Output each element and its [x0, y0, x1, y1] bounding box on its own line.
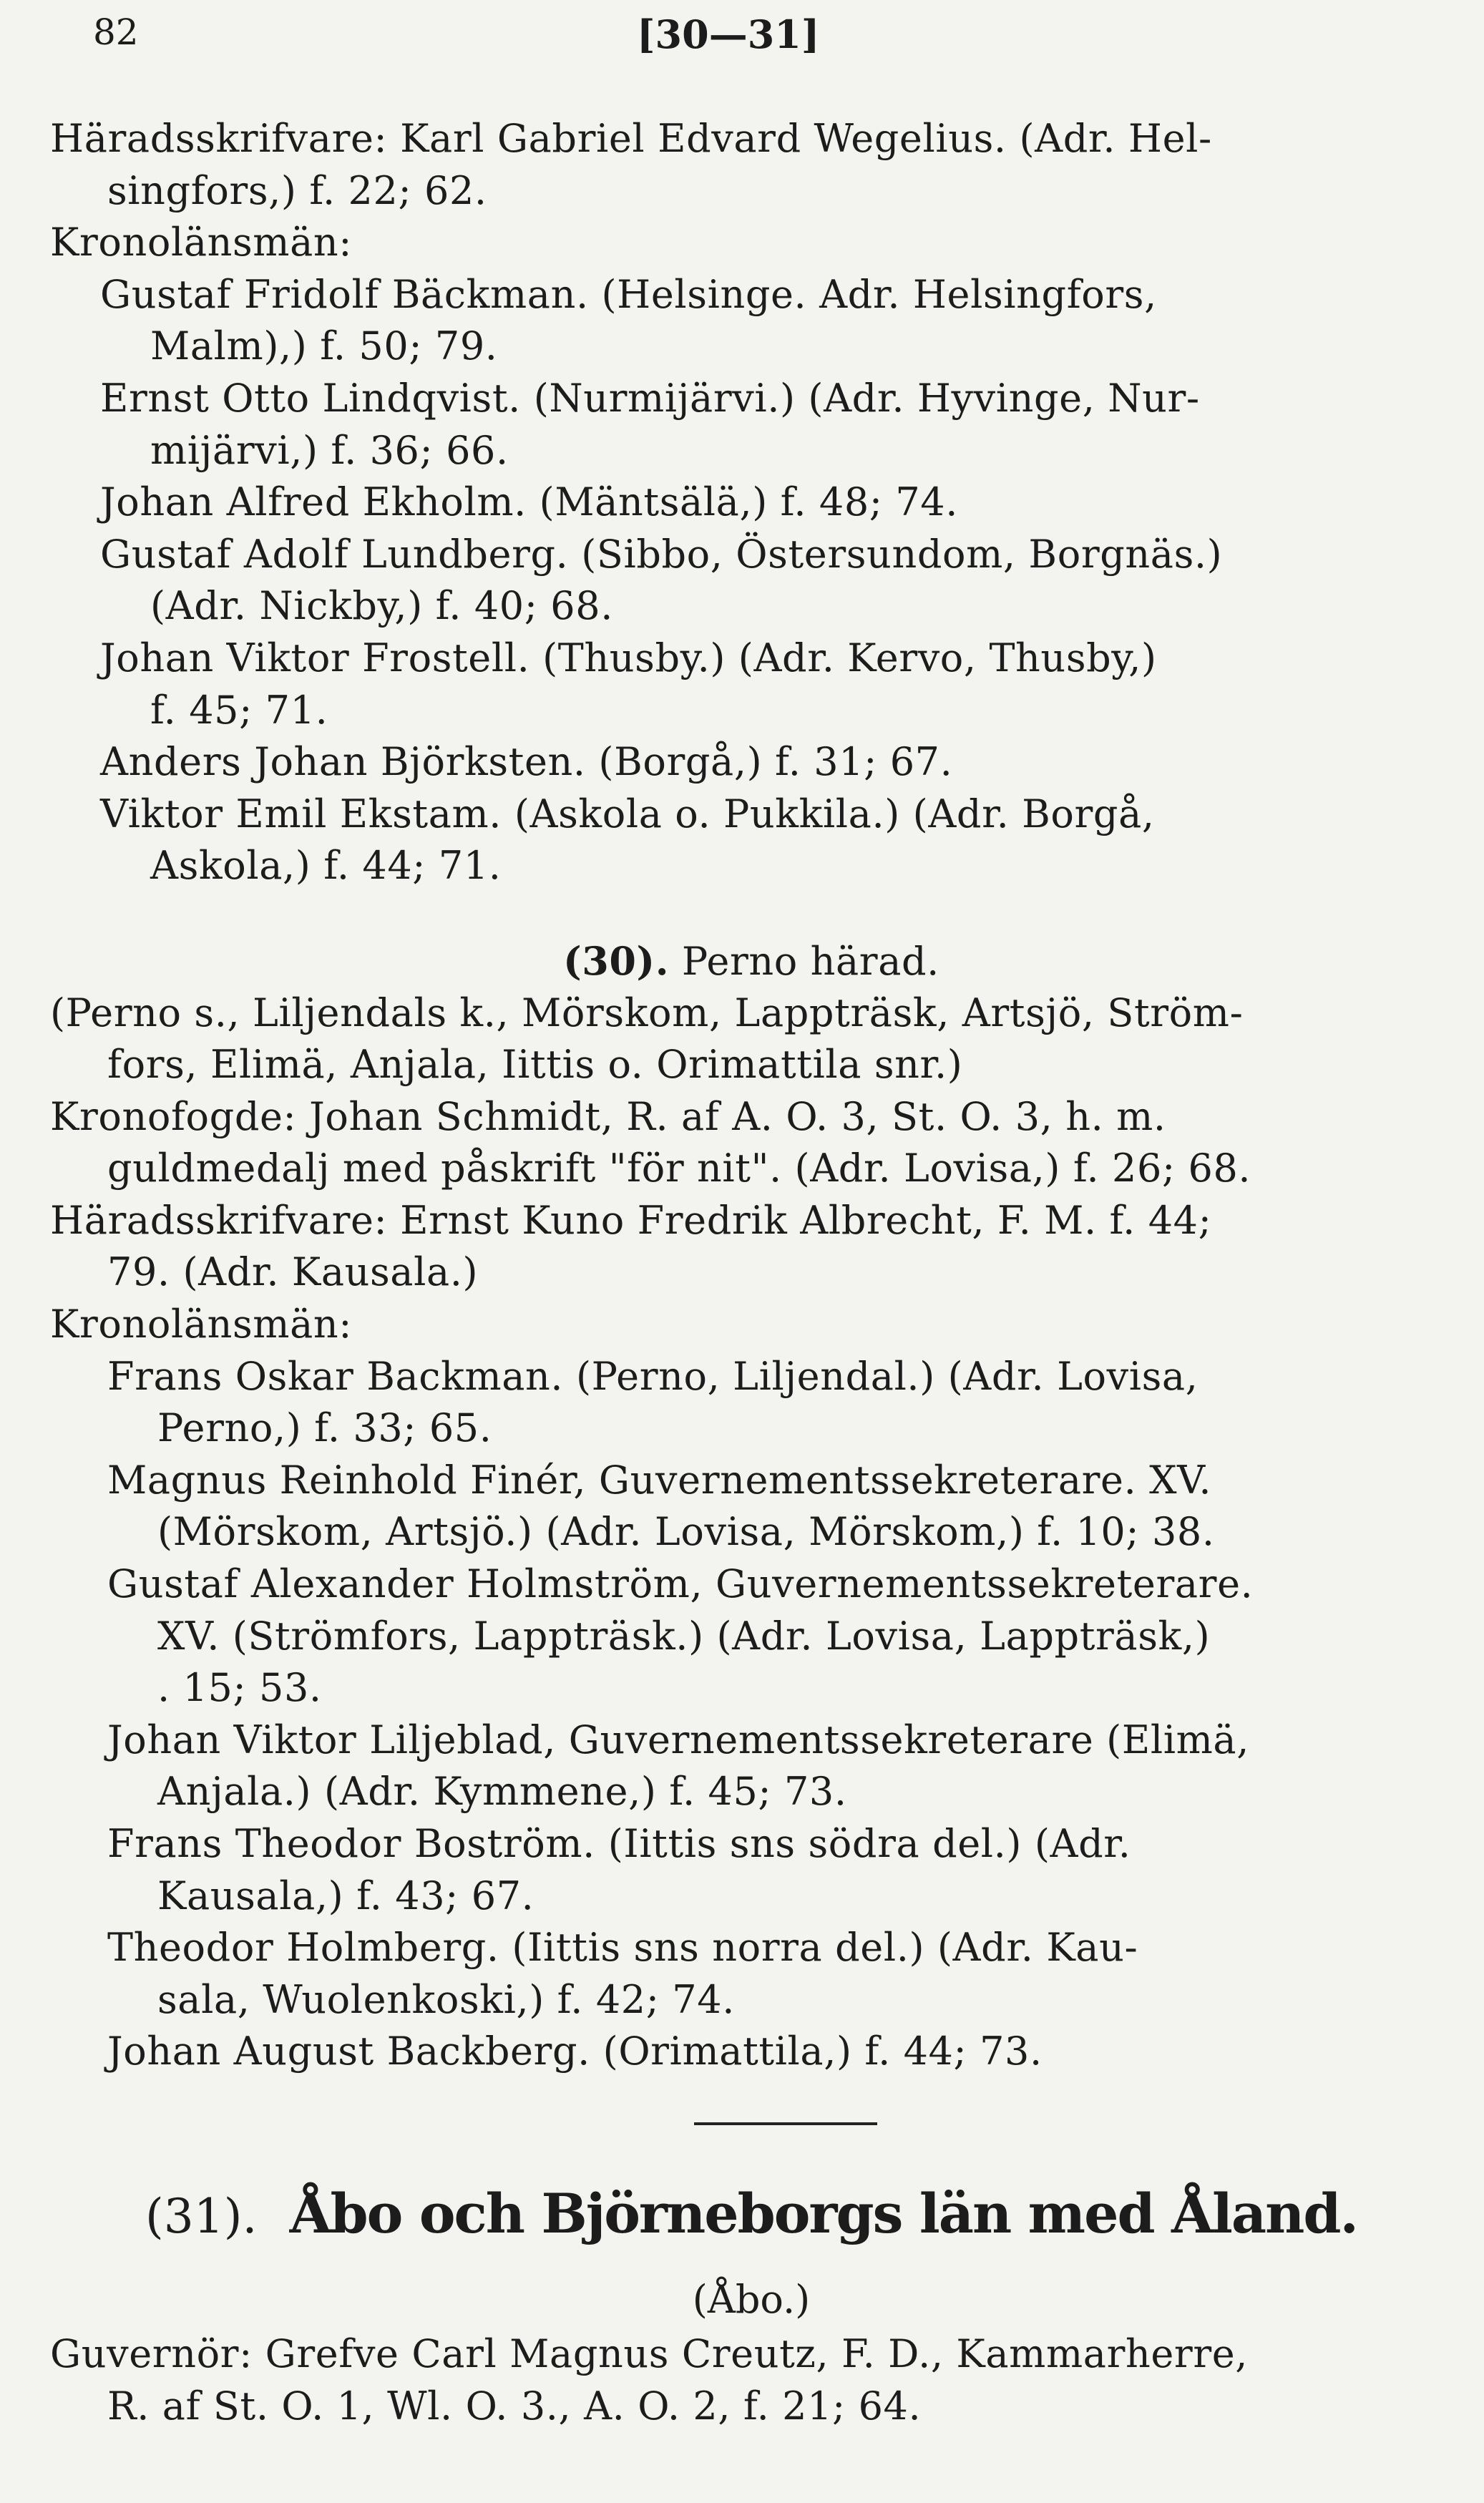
- section-31-title: Åbo och Björneborgs län med Åland.: [289, 2181, 1357, 2245]
- text-line: Anjala.) (Adr. Kymmene,) f. 45; 73.: [157, 1769, 847, 1815]
- text-line: Ernst Otto Lindqvist. (Nurmijärvi.) (Adr. Hyvinge, Nur-: [100, 375, 1200, 421]
- text-line: R. af St. O. 1, Wl. O. 3., A. O. 2, f. 21; 64.: [107, 2383, 922, 2429]
- text-line: Viktor Emil Ekstam. (Askola o. Pukkila.) (Adr. Borgå,: [100, 791, 1155, 836]
- text-line: Kausala,) f. 43; 67.: [157, 1873, 534, 1918]
- section-divider: [694, 2122, 877, 2125]
- text-line: sala, Wuolenkoski,) f. 42; 74.: [157, 1976, 735, 2022]
- text-line: Theodor Holmberg. (Iittis sns norra del.) (Adr. Kau-: [107, 1925, 1138, 1971]
- text-line: (Perno s., Liljendals k., Mörskom, Lappträsk, Artsjö, Ström-: [50, 990, 1244, 1035]
- text-line: Gustaf Alexander Holmström, Guvernementssekreterare.: [107, 1561, 1254, 1607]
- spacer: [50, 892, 1453, 935]
- text-line: XV. (Strömfors, Lappträsk.) (Adr. Lovisa, Lappträsk,): [157, 1613, 1211, 1659]
- text-line: Johan August Backberg. (Orimattila,) f. 44; 73.: [107, 2029, 1043, 2074]
- text-line: singfors,) f. 22; 62.: [107, 167, 487, 213]
- text-line: Kronolänsmän:: [50, 220, 353, 265]
- text-line: (Adr. Nickby,) f. 40; 68.: [150, 583, 613, 629]
- text-line: mijärvi,) f. 36; 66.: [150, 427, 509, 473]
- text-line: Askola,) f. 44; 71.: [150, 843, 502, 889]
- section-31-subtitle: (Åbo.): [692, 2276, 811, 2322]
- block-top: [50, 113, 1453, 892]
- text-line: Gustaf Fridolf Bäckman. (Helsinge. Adr. Helsingfors,: [100, 271, 1157, 317]
- text-line: . 15; 53.: [157, 1665, 322, 1711]
- section-30-title: Perno härad.: [681, 938, 939, 984]
- divider-wrap: [50, 2078, 1453, 2157]
- text-line: Malm),) f. 50; 79.: [150, 323, 498, 369]
- text-line: f. 45; 71.: [150, 687, 328, 733]
- text-line: Kronofogde: Johan Schmidt, R. af A. O. 3, St. O. 3, h. m.: [50, 1093, 1166, 1139]
- text-line: Magnus Reinhold Finér, Guvernementssekreterare. XV.: [107, 1457, 1212, 1503]
- page-header: [0, 11, 1484, 62]
- text-line: Johan Viktor Liljeblad, Guvernementssekreterare (Elimä,: [107, 1717, 1249, 1762]
- section-31-number: (31).: [145, 2188, 258, 2244]
- text-line: Anders Johan Björksten. (Borgå,) f. 31; 67.: [100, 739, 953, 785]
- page-range: [30—31]: [637, 11, 820, 57]
- text-line: Kronolänsmän:: [50, 1302, 353, 1347]
- page-number: 82: [93, 11, 139, 53]
- text-line: Johan Alfred Ekholm. (Mäntsälä,) f. 48; 74.: [100, 479, 959, 525]
- section-30-heading: [50, 935, 1453, 987]
- block-bottom: [50, 2328, 1453, 2432]
- text-line: Gustaf Adolf Lundberg. (Sibbo, Östersundom, Borgnäs.): [100, 531, 1223, 577]
- text-line: fors, Elimä, Anjala, Iittis o. Orimattila snr.): [107, 1042, 963, 1088]
- section-31-heading: [50, 2157, 1453, 2271]
- text-line: Frans Theodor Boström. (Iittis sns södra del.) (Adr.: [107, 1821, 1131, 1866]
- text-line: Perno,) f. 33; 65.: [157, 1405, 492, 1451]
- block-mid: [50, 987, 1453, 2078]
- text-line: Guvernör: Grefve Carl Magnus Creutz, F. D., Kammarherre,: [50, 2331, 1249, 2376]
- text-line: Häradsskrifvare: Karl Gabriel Edvard Wegelius. (Adr. Hel-: [50, 116, 1212, 161]
- text-line: guldmedalj med påskrift "för nit". (Adr. Lovisa,) f. 26; 68.: [107, 1146, 1251, 1191]
- text-line: 79. (Adr. Kausala.): [107, 1249, 479, 1295]
- body-text: [50, 113, 1453, 2432]
- section-30-number: (30).: [563, 937, 670, 984]
- text-line: (Mörskom, Artsjö.) (Adr. Lovisa, Mörskom,) f. 10; 38.: [157, 1509, 1215, 1555]
- text-line: Häradsskrifvare: Ernst Kuno Fredrik Albrecht, F. M. f. 44;: [50, 1197, 1212, 1243]
- text-line: Johan Viktor Frostell. (Thusby.) (Adr. Kervo, Thusby,): [100, 635, 1157, 680]
- text-line: Frans Oskar Backman. (Perno, Liljendal.) (Adr. Lovisa,: [107, 1353, 1199, 1399]
